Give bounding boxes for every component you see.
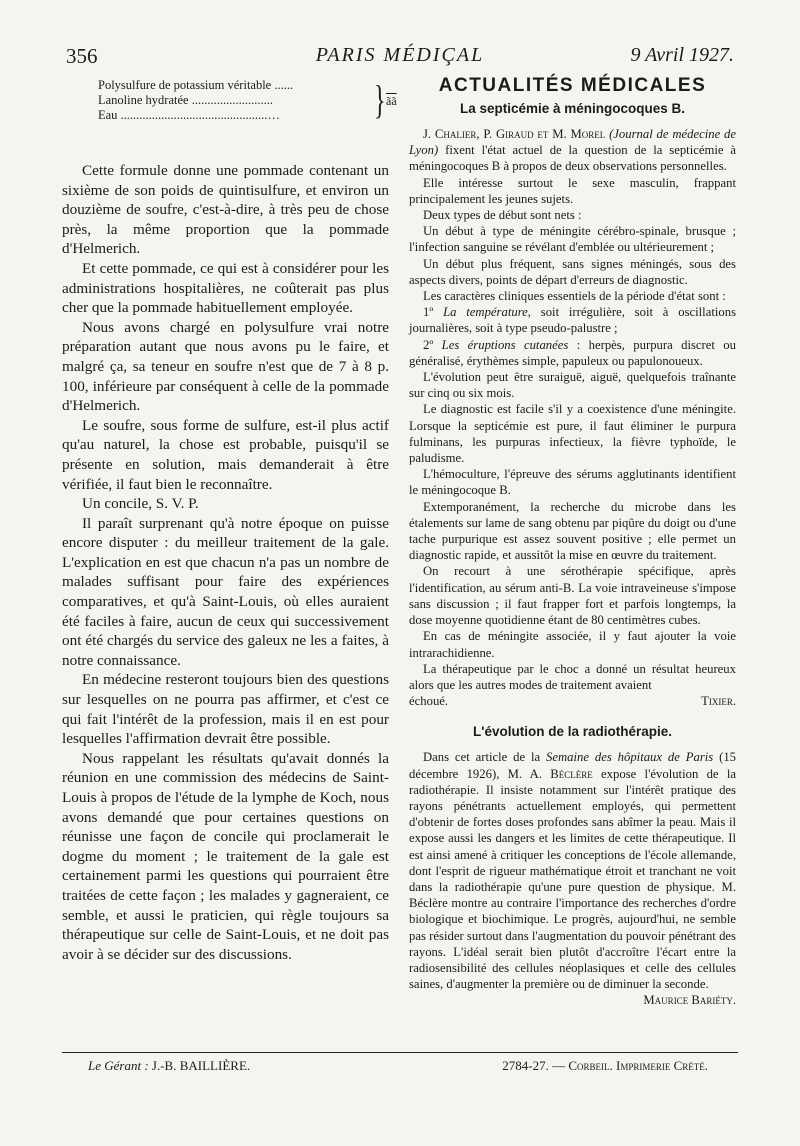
left-column [62,77,397,964]
closing-line [409,693,736,709]
author-signature: Tixier. [701,694,736,709]
article-paragraph: Le diagnostic est facile s'il y a coexistence d'une méningite. Lorsque la septicémie est pure, il faut éliminer le purpura fulminans, les purpuras infectieux, la fièvre typhoïde, le paludisme. [409,402,736,466]
article-paragraph: La thérapeutique par le choc a donné un résultat heureux alors que les autres modes de traitement avaient [409,661,736,692]
paragraph-text: soit irrégulière, soit à oscillations journalières, soit à type pseudo-palustre ; [409,305,737,336]
paragraph-text: échoué. [409,694,449,709]
formula-brace: } [374,77,386,122]
article-paragraph: Deux types de début sont nets : [423,208,582,223]
running-header [66,44,734,74]
paragraph-text: fixent l'état actuel de la question de la septicémie à méningocoques B à propos de deux observations personnelles. [409,143,737,174]
article-title: L'évolution de la radiothérapie. [473,724,672,740]
article-paragraph: En cas de méningite associée, il y faut ajouter la voie intrarachidienne. [409,629,736,660]
body-paragraph: Nous rappelant les résultats qu'avait donnés la réunion en une commission des médecins de Saint-Louis à propos de l'étude de la lymphe de Koch, nous avons demandé que pour certaines questions on réunisse une façon de concile qui proclamerait le dogme du moment ; le traitement de la gale est certainement parmi les questions qui pourraient être traitées de cette façon ; les malades y gagneraient, ce semble, et aussi le praticien, qui règle toujours sa thérapeutique sur celle de Saint-Louis, et ne doit pas avoir à se décider sur des discussions. [62,749,389,963]
formula-line: Lanoline hydratée .......................... [98,93,273,107]
formula-line: Eau ...............................................… [98,108,280,122]
article-paragraph: L'hémoculture, l'épreuve des sérums agglutinants identifient le méningocoque B. [409,467,736,498]
footer-code: 2784-27. — [502,1058,566,1073]
paragraph-text: (15 décembre 1926), M. A. [409,750,737,781]
authors: J. Chalier, P. Giraud et M. Morel [423,127,606,141]
paragraph-text: expose l'évolution de la radiothérapie. Il insiste notamment sur l'intérêt pratique des rayons pénétrants actuellement employés, qui permettent d'obtenir de fortes doses profondes sans abîmer la peau. Mais il expose aussi les dangers et les limites de cette thérapeutique. Il est ainsi amené à critiquer les conceptions de l'école allemande, dont l'esprit de rigueur mathématique étroit et tranchant ne voit dans la radiothérapie qu'une pure question de physique. M. Béclère montre au contraire l'importance des recherches d'ordre biologique et biochimique. Le progrès, aujourd'hui, ne semble pas résider surtout dans l'augmentation du pouvoir pénétrant des rayons. L'idéal serait bien plutôt d'accroître l'écart entre la radiosensibilité des cellules néoplasiques et celle des cellules saines, d'augmenter la première ou de diminuer la seconde. [409,766,736,992]
formula-quantity: $\overline{ãã}$ [386,94,397,108]
article-title: La septicémie à méningocoques B. [459,101,686,116]
article-paragraph [409,304,736,336]
list-label: La température, [443,305,531,320]
article-paragraph [409,749,736,992]
article-paragraph: Extemporanément, la recherche du microbe dans les étalements sur lame de sang obtenu par piqûre du doigt ou d'une tache purpurique est assez souvent positive ; elle permet un diagnostic rapide, et aussitôt la mise en œuvre du traitement. [409,499,736,563]
article-paragraph [409,126,736,175]
list-number: 2º [423,337,434,352]
formula-line: Polysulfure de potassium véritable ...... [98,78,294,92]
body-paragraph: Nous avons chargé en polysulfure vrai notre préparation autant que nous avons pu le faire, et malgré ça, sa teneur en soufre n'est que de 7 à 8 p. 100, inférieure par conséquent à celle de la pommade d'Helmerich. [62,318,389,415]
body-paragraph: Il paraît surprenant qu'à notre époque on puisse encore disputer : du meilleur traitement de la gale. L'explication en est que chacun n'a pas un nombre de malades suffisant pour faire des expériences comparatives, et qu'à Saint-Louis, où elles auraient été faciles à faire, aucun de ceux qui successivement ont été chargés du service des galeux ne les a faites, à notre connaissance. [62,514,389,669]
author-name: Béclère [550,766,593,781]
article-paragraph: On recourt à une sérothérapie spécifique, après l'identification, au sérum anti-B. La voie intraveineuse s'impose sans discussion ; il faut frapper fort et parfois longtemps, la dose moyenne quotidienne étant de 80 centimètres cubes. [409,564,736,628]
footer-manager [88,1058,250,1074]
list-number: 1º [423,305,434,320]
footer-rule [62,1052,738,1053]
formula-block [98,78,398,123]
body-paragraph: Et cette pommade, ce qui est à considérer pour les administrations hospitalières, ne coûterait pas plus cher que la pommade habituellement employée. [62,259,389,317]
page-number: 356 [66,44,98,68]
footer-name: J.-B. BAILLIÈRE. [151,1058,251,1073]
paragraph-text: : herpès, purpura discret ou généralisé, érythèmes simple, papuleux ou papulonoueux. [409,337,736,368]
journal-title: PARIS MÉDIÇAL [315,44,485,66]
source-journal: (Journal de médecine de Lyon) [409,127,737,158]
body-paragraph: Cette formule donne une pommade contenant un sixième de son poids de quintisulfure, et environ un douzième de soufre, c'est-à-dire, à très peu de chose près, la même proportion que la pommade d'Helmerich. [62,162,389,258]
section-title: ACTUALITÉS MÉDICALES [438,75,707,96]
footer-printer [502,1058,708,1074]
footer-label: Le Gérant : [88,1058,149,1073]
article-paragraph: Les caractères cliniques essentiels de la période d'état sont : [423,289,726,304]
source-journal: Semaine des hôpitaux de Paris [546,750,714,765]
body-paragraph: En médecine resteront toujours bien des questions sur lesquelles on ne pourra pas affirmer, et c'est ce qui fait l'intérêt de la profession, mais il en est pour lesquelles l'affirmation devrait être possible. [62,671,389,748]
right-column [409,74,736,1009]
article-paragraph: Un début plus fréquent, sans signes méningés, sous des aspects divers, points de départ d'erreurs de diagnostic. [409,256,736,287]
issue-date: 9 Avril 1927. [630,44,734,66]
article-paragraph: Elle intéresse surtout le sexe masculin, frappant principalement les jeunes sujets. [409,175,736,206]
author-signature: Maurice Bariéty. [643,993,736,1008]
article-paragraph: L'évolution peut être suraiguë, aiguë, quelquefois traînante sur cinq ou six mois. [409,370,736,401]
article-paragraph: Un début à type de méningite cérébro-spinale, brusque ; l'infection sanguine se révélant d'emblée ou ultérieurement ; [409,224,736,255]
body-paragraph: Le soufre, sous forme de sulfure, est-il plus actif qu'au naturel, la chose est probable, puisqu'il se présente en solution, mais demanderait à être vérifiée, il faut bien le reconnaître. [62,416,389,493]
paragraph-text: Dans cet article de la [423,750,541,765]
list-label: Les éruptions cutanées [441,337,569,352]
body-paragraph: Un concile, S. V. P. [82,495,199,513]
article-paragraph [409,337,736,369]
footer-printer-name: Corbeil. Imprimerie Crété. [568,1058,708,1073]
